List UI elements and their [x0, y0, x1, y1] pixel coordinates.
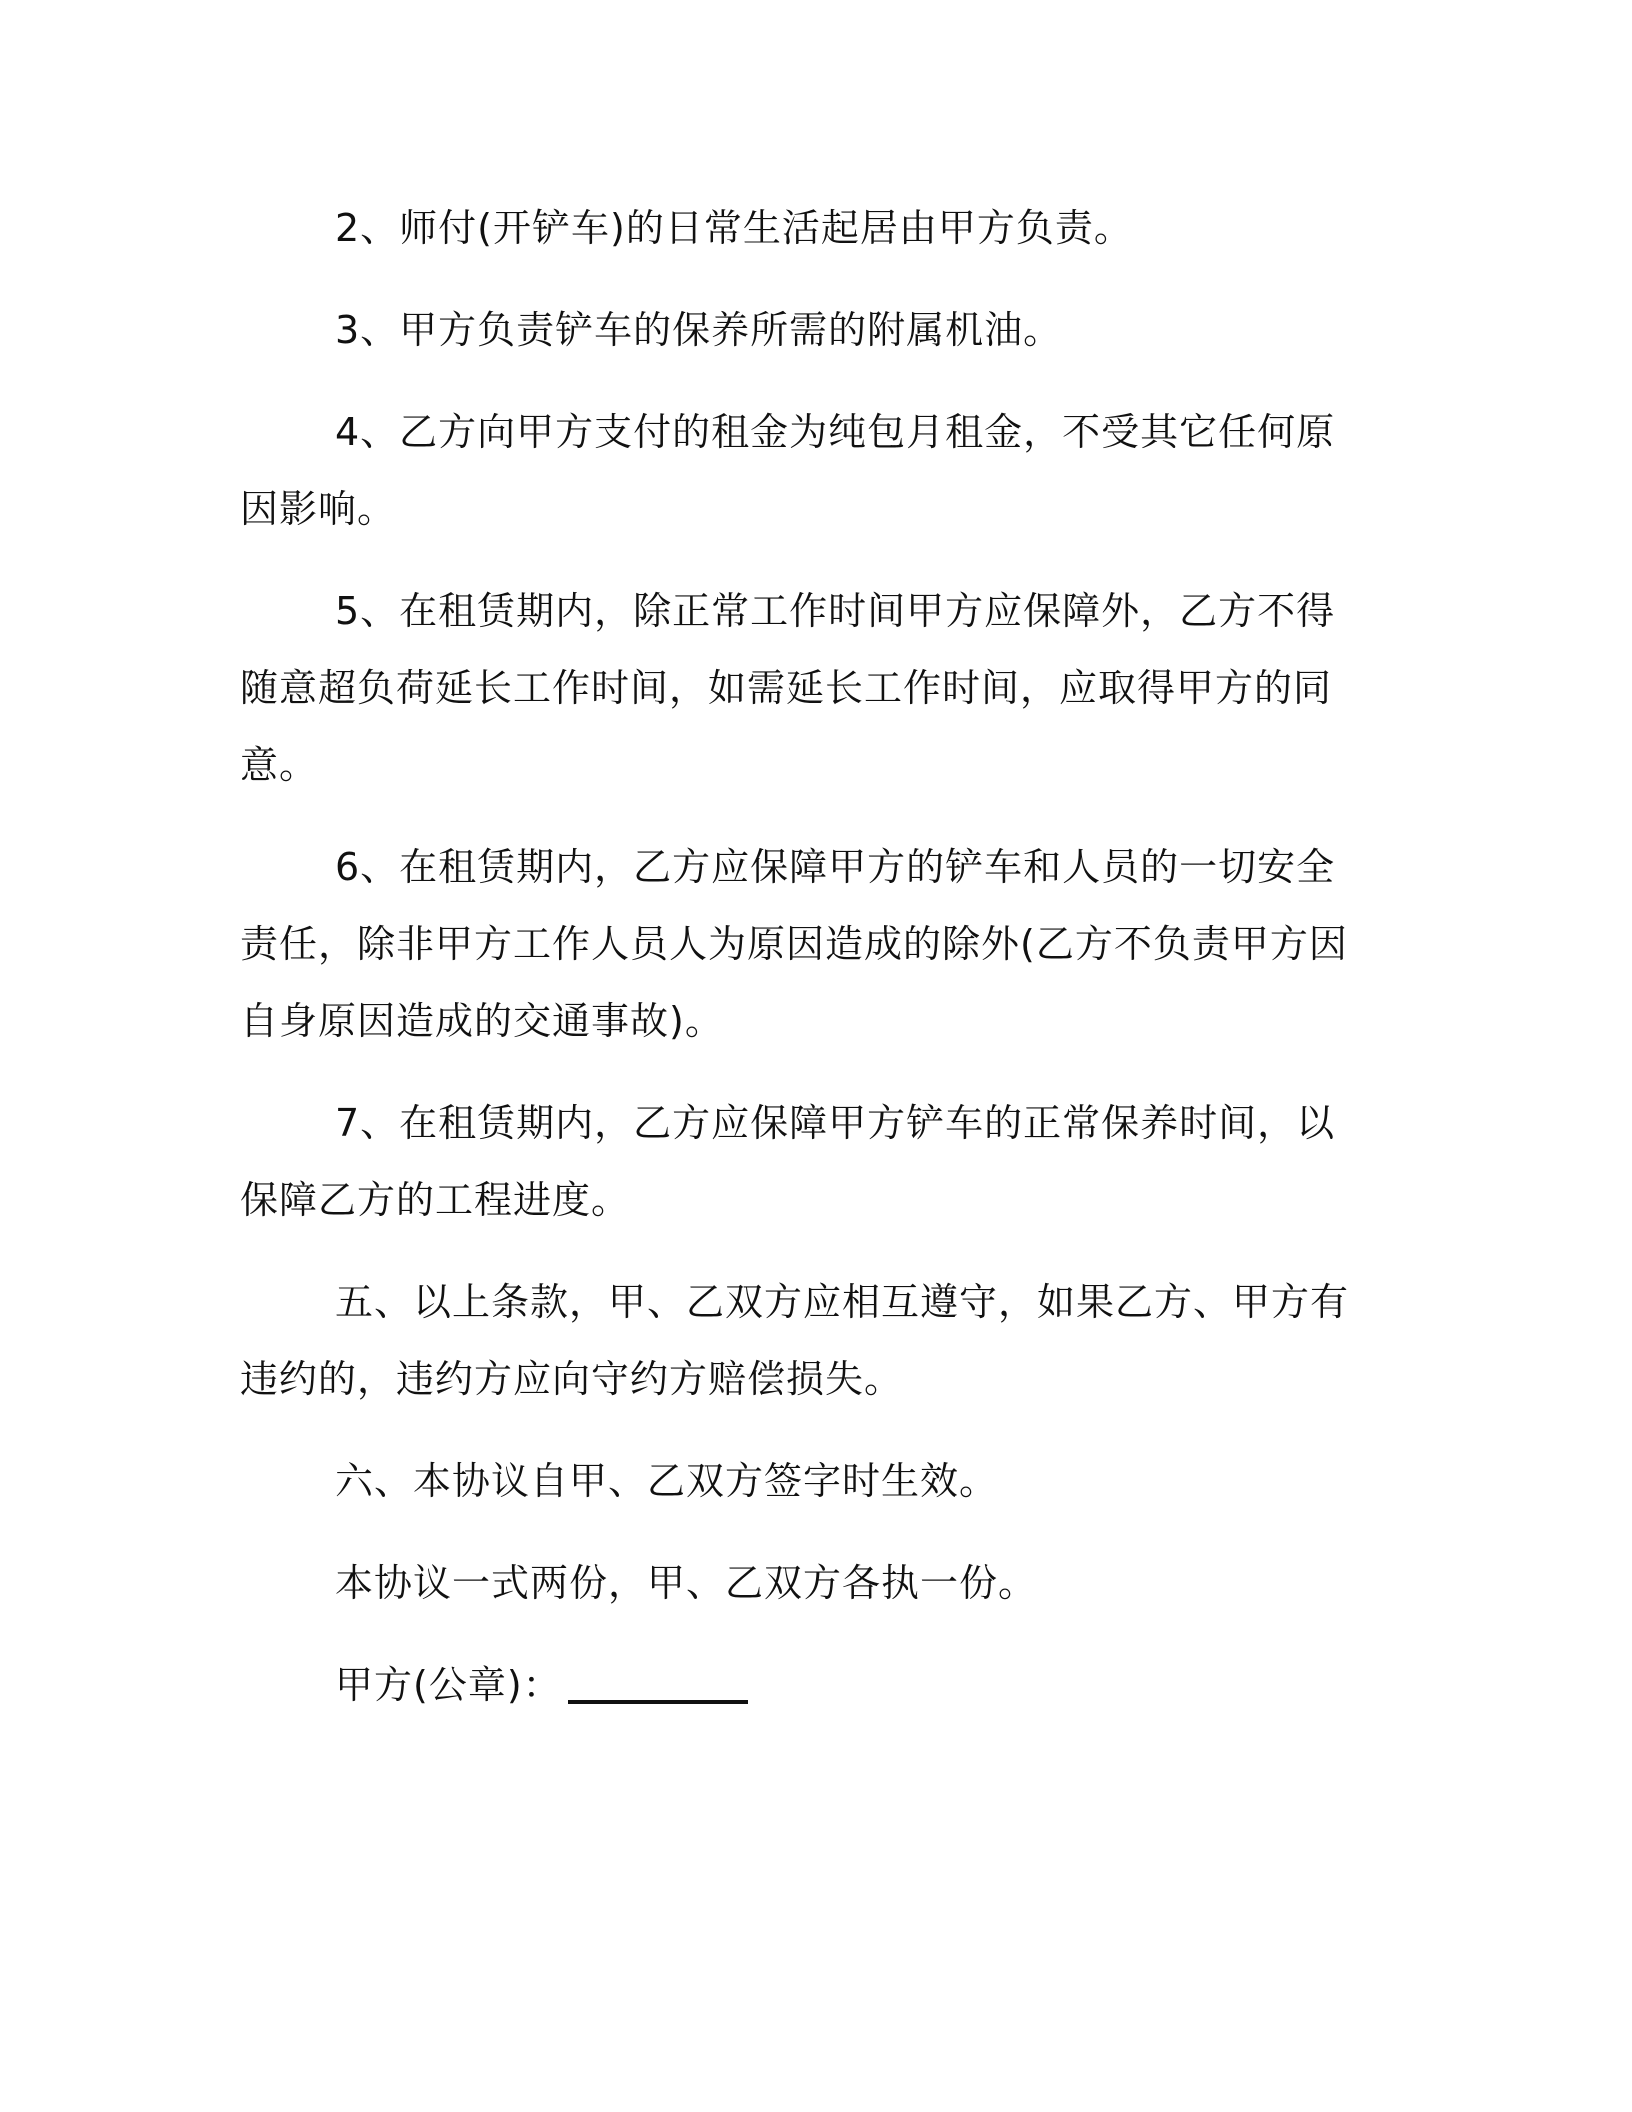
section-five: 五、以上条款，甲、乙双方应相互遵守，如果乙方、甲方有违约的，违约方应向守约方赔偿损失。 [240, 1280, 1350, 1401]
party-a-signature-label: 甲方(公章)： [335, 1663, 562, 1707]
clause-6: 6、在租赁期内，乙方应保障甲方的铲车和人员的一切安全责任，除非甲方工作人员人为原因造成的除外(乙方不负责甲方因自身原因造成的交通事故)。 [240, 845, 1348, 1043]
clause-7: 7、在租赁期内，乙方应保障甲方铲车的正常保养时间，以保障乙方的工程进度。 [240, 1101, 1336, 1222]
clause-3: 3、甲方负责铲车的保养所需的附属机油。 [335, 308, 1063, 352]
clause-4: 4、乙方向甲方支付的租金为纯包月租金，不受其它任何原因影响。 [240, 410, 1336, 531]
clause-2: 2、师付(开铲车)的日常生活起居由甲方负责。 [335, 206, 1133, 250]
document-body [240, 190, 1370, 1724]
section-six: 六、本协议自甲、乙双方签字时生效。 [335, 1459, 999, 1503]
party-a-signature [240, 1647, 1370, 1724]
signature-blank-line [568, 1700, 748, 1704]
clause-5: 5、在租赁期内，除正常工作时间甲方应保障外，乙方不得随意超负荷延长工作时间，如需延长工作时间，应取得甲方的同意。 [240, 589, 1336, 787]
copies-note: 本协议一式两份，甲、乙双方各执一份。 [335, 1561, 1038, 1605]
